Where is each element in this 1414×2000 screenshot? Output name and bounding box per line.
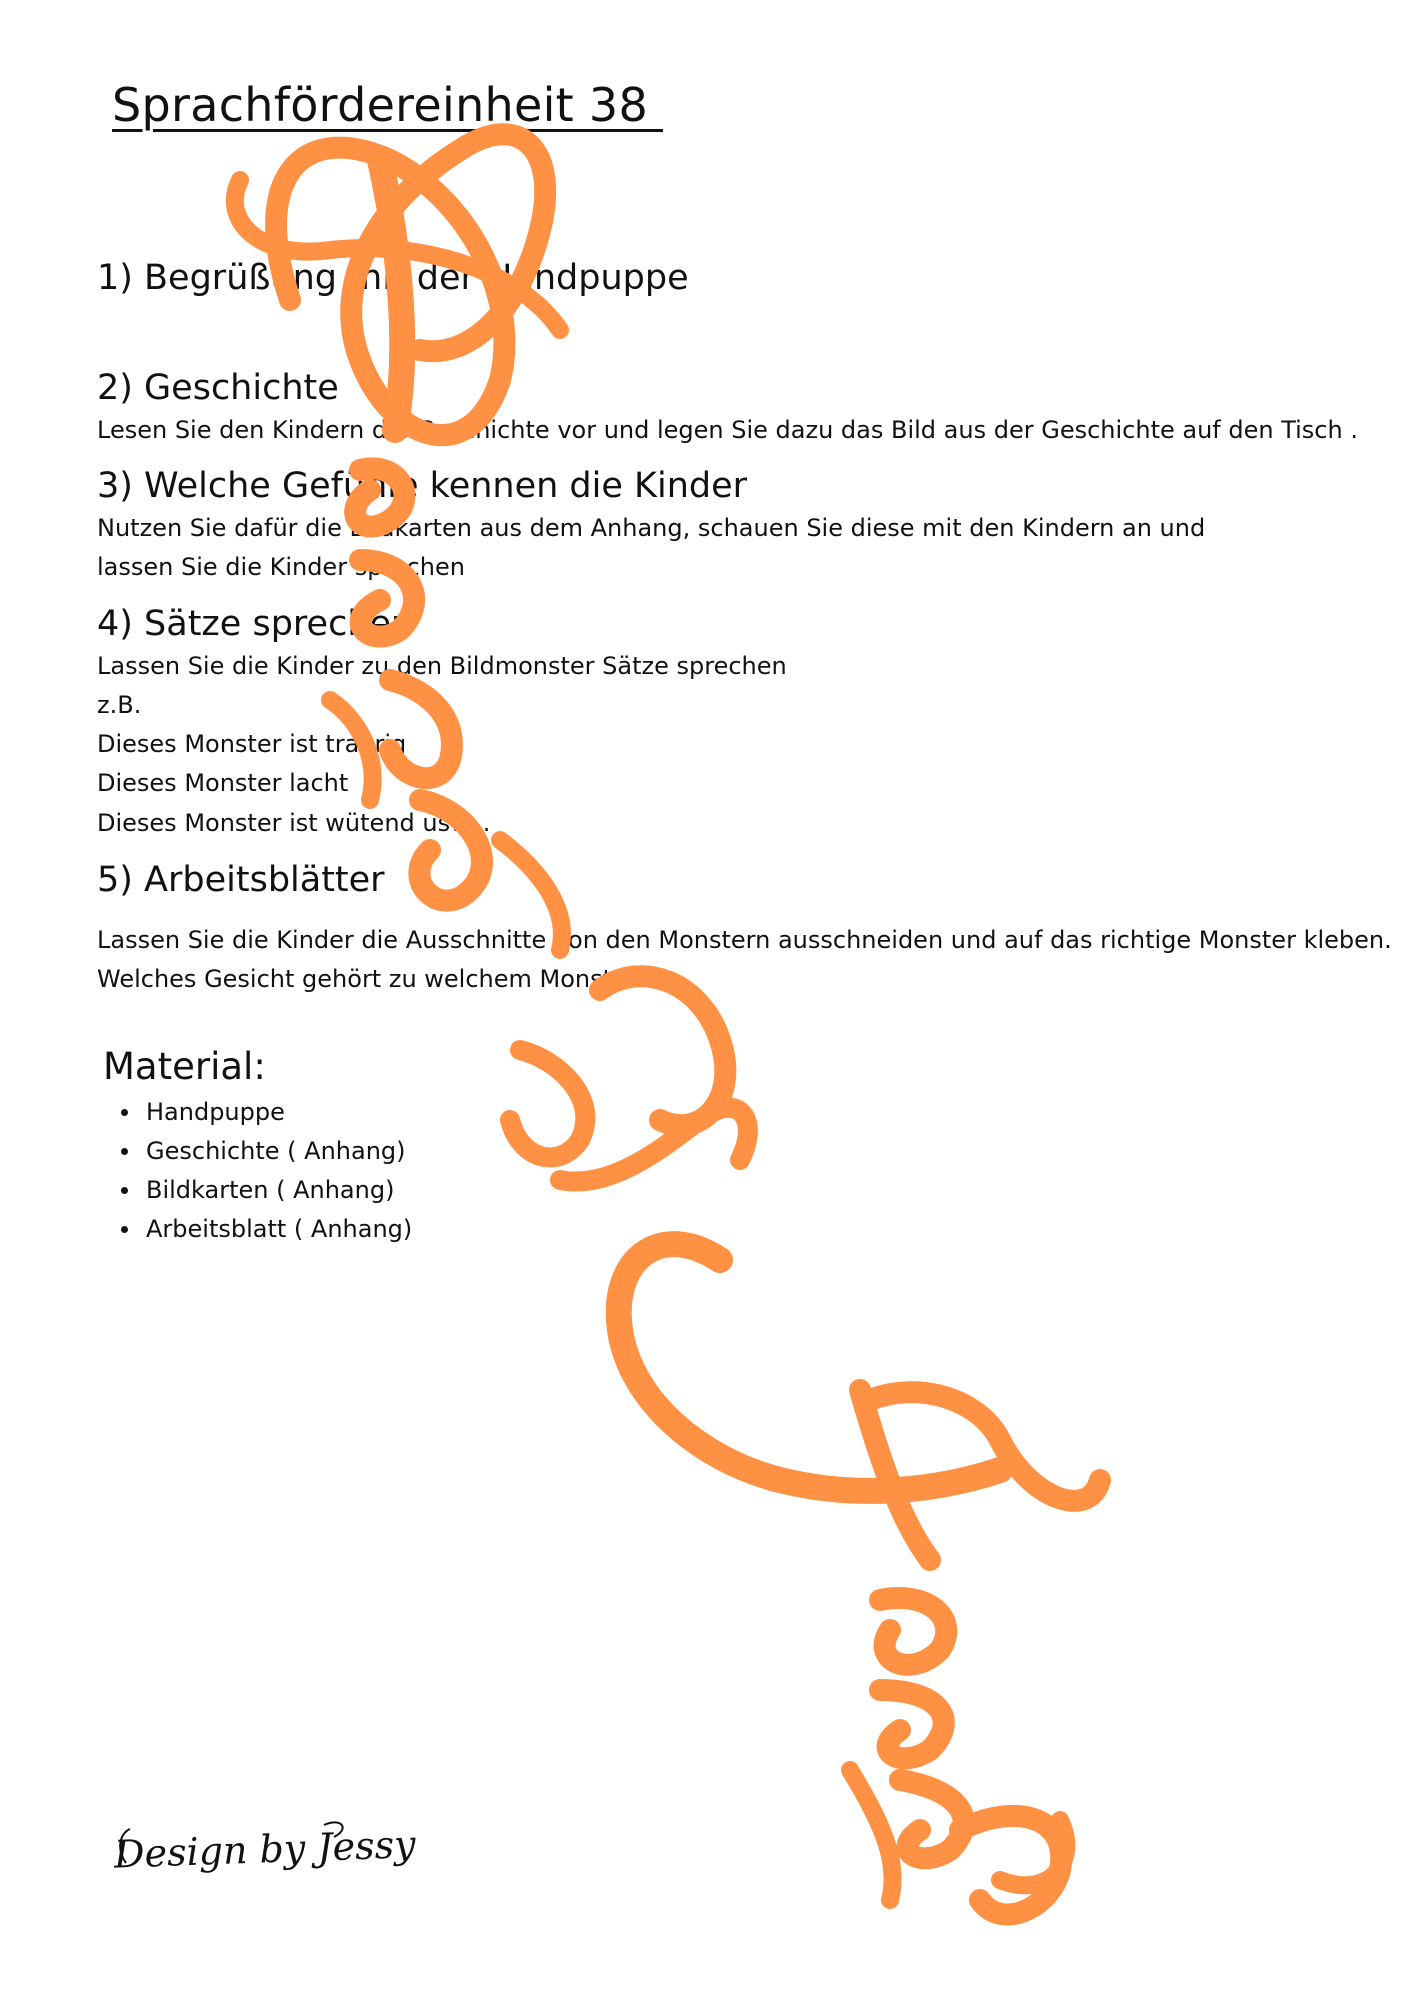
section-heading-sentences: 4) Sätze sprechen [97,604,414,644]
material-heading: Material: [103,1045,266,1088]
section-text-line: z.B. [97,691,142,719]
svg-text:Design by Jessy: Design by Jessy [113,1822,417,1877]
material-item: Handpuppe [146,1097,412,1136]
section-text-line: lassen Sie die Kinder sprechen [97,553,465,581]
material-item: Geschichte ( Anhang) [146,1136,412,1175]
section-text-line: Nutzen Sie dafür die Bildkarten aus dem Anhang, schauen Sie diese mit den Kindern an und [97,514,1206,542]
section-heading-feelings: 3) Welche Gefühle kennen die Kinder [97,466,748,506]
page-title: Sprachfördereinheit 38 [112,78,663,132]
section-heading-story: 2) Geschichte [97,368,339,408]
section-text-line: Lassen Sie die Kinder zu den Bildmonster Sätze sprechen [97,652,787,680]
material-item: Bildkarten ( Anhang) [146,1175,412,1214]
material-list [146,1097,412,1253]
material-item: Arbeitsblatt ( Anhang) [146,1214,412,1253]
section-heading-greeting: 1) Begrüßung mit der Handpuppe [97,258,689,298]
signature-logo [112,1815,417,1885]
section-heading-worksheets: 5) Arbeitsblätter [97,860,385,900]
section-text-line: Dieses Monster ist traurig [97,730,407,758]
section-text-line: Welches Gesicht gehört zu welchem Monster ? [97,965,658,993]
section-text-line: Dieses Monster lacht [97,769,349,797]
section-text-line: Dieses Monster ist wütend usw... [97,809,491,837]
section-text-line: Lesen Sie den Kindern die Geschichte vor und legen Sie dazu das Bild aus der Geschichte auf den Tisch . [97,416,1358,444]
section-text-line: Lassen Sie die Kinder die Ausschnitte von den Monstern ausschneiden und auf das richtige Monster kleben. [97,926,1392,954]
